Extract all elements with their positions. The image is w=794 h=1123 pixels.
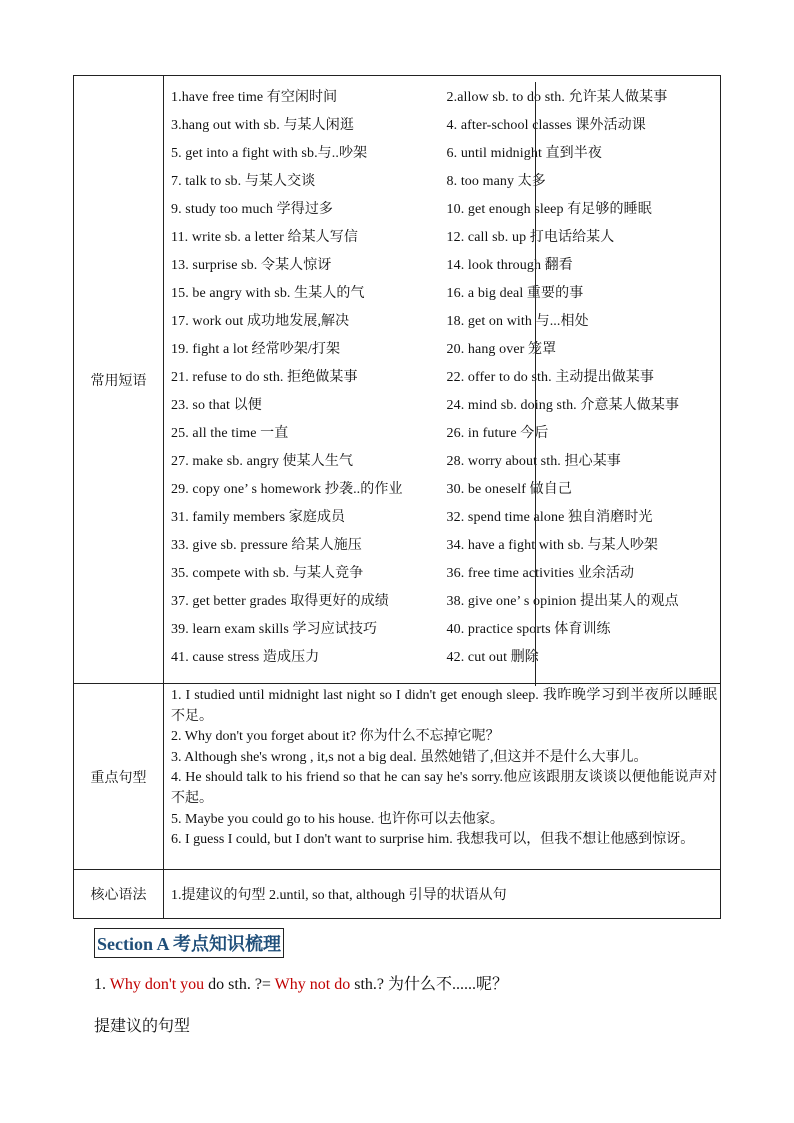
sentence-item: 6. I guess I could, but I don't want to surprise him. 我想我可以，但我不想让他感到惊讶。 xyxy=(171,832,695,848)
phrase-item: 28. worry about sth. 担心某事 xyxy=(446,454,621,469)
phrase-item: 33. give sb. pressure 给某人施压 xyxy=(171,538,362,553)
phrase-item: 14. look through 翻看 xyxy=(446,258,573,273)
sentence-item: 4. He should talk to his friend so that he can say he's sorry.他应该跟朋友谈谈以便他能说声对不起。 xyxy=(171,770,717,806)
phrase-row xyxy=(171,222,719,250)
point-text: sth.? 为什么不......呢？ xyxy=(350,976,508,993)
phrase-row xyxy=(171,82,719,110)
phrase-item: 22. offer to do sth. 主动提出做某事 xyxy=(446,370,654,385)
phrase-row xyxy=(171,390,719,418)
phrase-item: 35. compete with sb. 与某人竞争 xyxy=(171,566,364,581)
phrase-item: 23. so that 以便 xyxy=(171,398,262,413)
phrase-row xyxy=(171,362,719,390)
summary-table xyxy=(73,75,721,919)
phrase-item: 1.have free time 有空闲时间 xyxy=(171,90,338,105)
sentence-item: 1. I studied until midnight last night so I didn't get enough sleep. 我昨晚学习到半夜所以睡眠不足。 xyxy=(171,688,717,724)
phrase-item: 3.hang out with sb. 与某人闲逛 xyxy=(171,118,354,133)
phrases-grid xyxy=(171,82,719,670)
phrase-item: 20. hang over 笼罩 xyxy=(446,342,557,357)
phrase-item: 41. cause stress 造成压力 xyxy=(171,650,320,665)
phrase-row xyxy=(171,614,719,642)
phrase-item: 39. learn exam skills 学习应试技巧 xyxy=(171,622,378,637)
phrase-row xyxy=(171,166,719,194)
phrase-item: 4. after-school classes 课外活动课 xyxy=(446,118,646,133)
section-title: Section A 考点知识梳理 xyxy=(94,928,284,958)
highlight-phrase: Why don't you xyxy=(109,976,205,993)
phrase-row xyxy=(171,586,719,614)
phrase-item: 12. call sb. up 打电话给某人 xyxy=(446,230,615,245)
phrase-row xyxy=(171,334,719,362)
sentences-row xyxy=(74,684,720,870)
phrase-item: 34. have a fight with sb. 与某人吵架 xyxy=(446,538,659,553)
phrase-item: 7. talk to sb. 与某人交谈 xyxy=(171,174,316,189)
phrase-row xyxy=(171,250,719,278)
phrase-item: 24. mind sb. doing sth. 介意某人做某事 xyxy=(446,398,680,413)
phrase-item: 40. practice sports 体育训练 xyxy=(446,622,611,637)
phrase-row xyxy=(171,474,719,502)
sentence-item: 5. Maybe you could go to his house. 也许你可以去他家。 xyxy=(171,811,504,827)
phrase-row xyxy=(171,110,719,138)
phrase-item: 27. make sb. angry 使某人生气 xyxy=(171,454,354,469)
phrase-item: 6. until midnight 直到半夜 xyxy=(446,146,602,161)
phrase-item: 2.allow sb. to do sth. 允许某人做某事 xyxy=(446,90,668,105)
phrase-row xyxy=(171,138,719,166)
highlight-phrase: Why not do xyxy=(274,976,351,993)
phrase-item: 32. spend time alone 独自消磨时光 xyxy=(446,510,653,525)
sentence-item: 2. Why don't you forget about it? 你为什么不忘掉它呢？ xyxy=(171,729,500,745)
phrase-item: 9. study too much 学得过多 xyxy=(171,202,334,217)
phrase-row xyxy=(171,502,719,530)
phrase-item: 18. get on with 与...相处 xyxy=(446,314,589,329)
sentence-item: 3. Although she's wrong , it,s not a big deal. 虽然她错了,但这并不是什么大事儿。 xyxy=(171,749,648,765)
phrases-label: 常用短语 xyxy=(74,76,164,683)
phrase-row xyxy=(171,306,719,334)
phrase-item: 5. get into a fight with sb.与..吵架 xyxy=(171,146,368,161)
sentences-list xyxy=(171,686,717,851)
phrase-item: 10. get enough sleep 有足够的睡眠 xyxy=(446,202,652,217)
phrase-item: 21. refuse to do sth. 拒绝做某事 xyxy=(171,370,358,385)
phrase-item: 19. fight a lot 经常吵架/打架 xyxy=(171,342,341,357)
phrase-item: 15. be angry with sb. 生某人的气 xyxy=(171,286,365,301)
note-text: 提建议的句型 xyxy=(94,1018,191,1035)
point-text: do sth. ?= xyxy=(204,976,275,993)
phrase-item: 11. write sb. a letter 给某人写信 xyxy=(171,230,358,245)
phrase-row xyxy=(171,530,719,558)
phrase-row xyxy=(171,194,719,222)
grammar-row xyxy=(74,870,720,918)
phrase-row xyxy=(171,446,719,474)
phrase-item: 26. in future 今后 xyxy=(446,426,549,441)
grammar-text: 1.提建议的句型 2.until, so that, although 引导的状语从句 xyxy=(171,888,507,903)
phrase-item: 36. free time activities 业余活动 xyxy=(446,566,635,581)
phrase-item: 29. copy one’ s homework 抄袭..的作业 xyxy=(171,482,403,497)
phrase-item: 16. a big deal 重要的事 xyxy=(446,286,584,301)
phrase-row xyxy=(171,558,719,586)
phrases-row xyxy=(74,76,720,684)
column-divider xyxy=(535,82,536,686)
phrase-item: 13. surprise sb. 令某人惊讶 xyxy=(171,258,332,273)
phrase-item: 25. all the time 一直 xyxy=(171,426,289,441)
phrase-item: 42. cut out 删除 xyxy=(446,650,539,665)
phrase-row xyxy=(171,642,719,670)
point-number: 1. xyxy=(94,976,110,993)
sentences-label: 重点句型 xyxy=(74,684,164,869)
phrase-item: 31. family members 家庭成员 xyxy=(171,510,346,525)
phrase-item: 8. too many 太多 xyxy=(446,174,546,189)
phrase-row xyxy=(171,278,719,306)
phrase-item: 30. be oneself 做自己 xyxy=(446,482,572,497)
phrase-item: 17. work out 成功地发展,解决 xyxy=(171,314,350,329)
phrase-row xyxy=(171,418,719,446)
phrase-item: 37. get better grades 取得更好的成绩 xyxy=(171,594,389,609)
grammar-label: 核心语法 xyxy=(74,870,164,918)
phrase-item: 38. give one’ s opinion 提出某人的观点 xyxy=(446,594,679,609)
point-1 xyxy=(94,971,508,994)
